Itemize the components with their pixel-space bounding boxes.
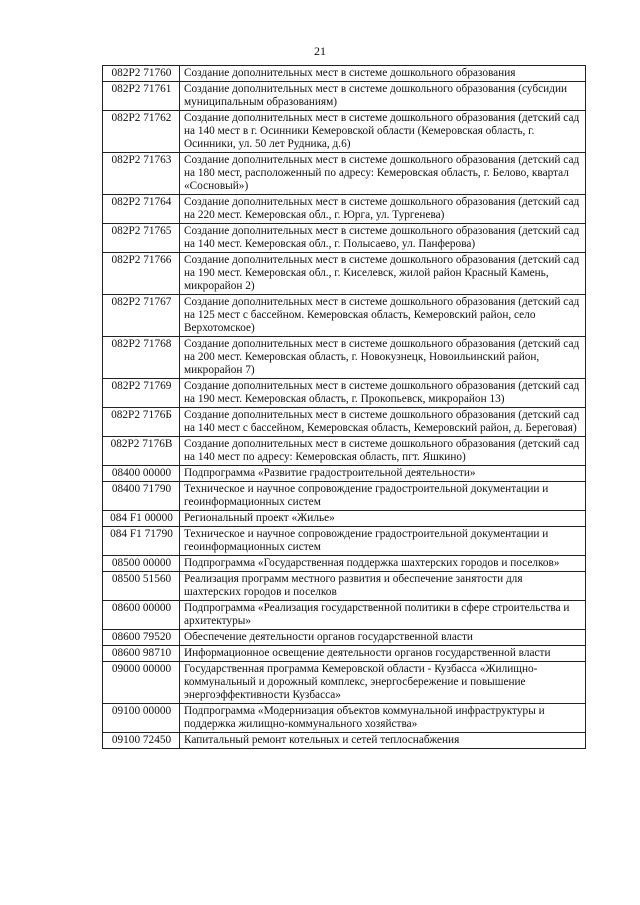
row-code: 082P2 71768 <box>103 337 180 379</box>
row-description: Создание дополнительных мест в системе дошкольного образования (детский сад на 200 мест. Кемеровская область, г. Новокузнецк, Новоильинский район, микрорайон 7) <box>180 337 586 379</box>
row-description: Создание дополнительных мест в системе дошкольного образования (детский сад на 180 мест, расположенный по адресу: Кемеровская область, г. Белово, квартал «Сосновый») <box>180 153 586 195</box>
row-description: Подпрограмма «Государственная поддержка шахтерских городов и поселков» <box>180 556 586 572</box>
row-description: Создание дополнительных мест в системе дошкольного образования (детский сад на 140 мест с бассейном, Кемеровская область, Кемеровский район, д. Береговая) <box>180 408 586 437</box>
row-code: 082P2 71765 <box>103 224 180 253</box>
row-description: Создание дополнительных мест в системе дошкольного образования (детский сад на 220 мест. Кемеровская обл., г. Юрга, ул. Тургенева) <box>180 195 586 224</box>
row-description: Подпрограмма «Реализация государственной политики в сфере строительства и архитектуры» <box>180 601 586 630</box>
row-code: 082P2 71769 <box>103 379 180 408</box>
row-description: Капитальный ремонт котельных и сетей теплоснабжения <box>180 733 586 749</box>
page-number: 21 <box>314 44 326 58</box>
table-body <box>103 66 586 749</box>
row-code: 09100 72450 <box>103 733 180 749</box>
row-code: 08600 00000 <box>103 601 180 630</box>
row-description: Техническое и научное сопровождение градостроительной документации и геоинформационных систем <box>180 482 586 511</box>
row-description: Создание дополнительных мест в системе дошкольного образования (детский сад на 140 мест по адресу: Кемеровская область, пгт. Яшкино) <box>180 437 586 466</box>
row-description: Создание дополнительных мест в системе дошкольного образования (детский сад на 140 мест в г. Осинники Кемеровской области (Кемеровская область, г. Осинники, ул. 50 лет Рудника, д.6) <box>180 111 586 153</box>
row-code: 082P2 7176Б <box>103 408 180 437</box>
table-row <box>103 466 586 482</box>
table-row <box>103 224 586 253</box>
row-code: 082P2 7176В <box>103 437 180 466</box>
row-description: Подпрограмма «Модернизация объектов коммунальной инфраструктуры и поддержка жилищно-коммунального хозяйства» <box>180 704 586 733</box>
row-description: Государственная программа Кемеровской области - Кузбасса «Жилищно-коммунальный и дорожный комплекс, энергосбережение и повышение энергоэффективности Кузбасса» <box>180 662 586 704</box>
row-description: Создание дополнительных мест в системе дошкольного образования (детский сад на 190 мест. Кемеровская область, г. Прокопьевск, микрорайон 13) <box>180 379 586 408</box>
table-row <box>103 379 586 408</box>
row-description: Создание дополнительных мест в системе дошкольного образования (детский сад на 190 мест. Кемеровская обл., г. Киселевск, жилой район Красный Камень, микрорайон 2) <box>180 253 586 295</box>
table-row <box>103 408 586 437</box>
budget-code-table <box>102 65 586 749</box>
table-row <box>103 437 586 466</box>
row-description: Реализация программ местного развития и обеспечение занятости для шахтерских городов и поселков <box>180 572 586 601</box>
table-row <box>103 733 586 749</box>
row-description: Создание дополнительных мест в системе дошкольного образования <box>180 66 586 82</box>
row-code: 082P2 71760 <box>103 66 180 82</box>
table-row <box>103 253 586 295</box>
row-description: Информационное освещение деятельности органов государственной власти <box>180 646 586 662</box>
row-code: 08400 71790 <box>103 482 180 511</box>
table-row <box>103 295 586 337</box>
row-code: 082P2 71764 <box>103 195 180 224</box>
row-code: 082P2 71762 <box>103 111 180 153</box>
row-code: 08600 79520 <box>103 630 180 646</box>
row-code: 09000 00000 <box>103 662 180 704</box>
row-description: Создание дополнительных мест в системе дошкольного образования (детский сад на 140 мест. Кемеровская обл., г. Полысаево, ул. Панферова) <box>180 224 586 253</box>
table-row <box>103 630 586 646</box>
table-row <box>103 66 586 82</box>
row-code: 082P2 71766 <box>103 253 180 295</box>
row-code: 08500 51560 <box>103 572 180 601</box>
table-row <box>103 572 586 601</box>
table-row <box>103 601 586 630</box>
table-row <box>103 82 586 111</box>
row-description: Региональный проект «Жилье» <box>180 511 586 527</box>
table-row <box>103 704 586 733</box>
row-description: Создание дополнительных мест в системе дошкольного образования (детский сад на 125 мест с бассейном. Кемеровская область, Кемеровский район, село Верхотомское) <box>180 295 586 337</box>
table-row <box>103 337 586 379</box>
row-description: Подпрограмма «Развитие градостроительной деятельности» <box>180 466 586 482</box>
row-code: 084 F1 00000 <box>103 511 180 527</box>
row-code: 08500 00000 <box>103 556 180 572</box>
row-description: Обеспечение деятельности органов государственной власти <box>180 630 586 646</box>
row-code: 08400 00000 <box>103 466 180 482</box>
row-code: 082P2 71761 <box>103 82 180 111</box>
row-code: 09100 00000 <box>103 704 180 733</box>
table-row <box>103 662 586 704</box>
table-row <box>103 153 586 195</box>
row-description: Техническое и научное сопровождение градостроительной документации и геоинформационных систем <box>180 527 586 556</box>
row-code: 082P2 71767 <box>103 295 180 337</box>
table-row <box>103 482 586 511</box>
table-row <box>103 195 586 224</box>
table-row <box>103 511 586 527</box>
table-row <box>103 646 586 662</box>
table-row <box>103 111 586 153</box>
row-code: 084 F1 71790 <box>103 527 180 556</box>
row-code: 082P2 71763 <box>103 153 180 195</box>
table-row <box>103 556 586 572</box>
row-description: Создание дополнительных мест в системе дошкольного образования (субсидии муниципальным образованиям) <box>180 82 586 111</box>
row-code: 08600 98710 <box>103 646 180 662</box>
table-row <box>103 527 586 556</box>
